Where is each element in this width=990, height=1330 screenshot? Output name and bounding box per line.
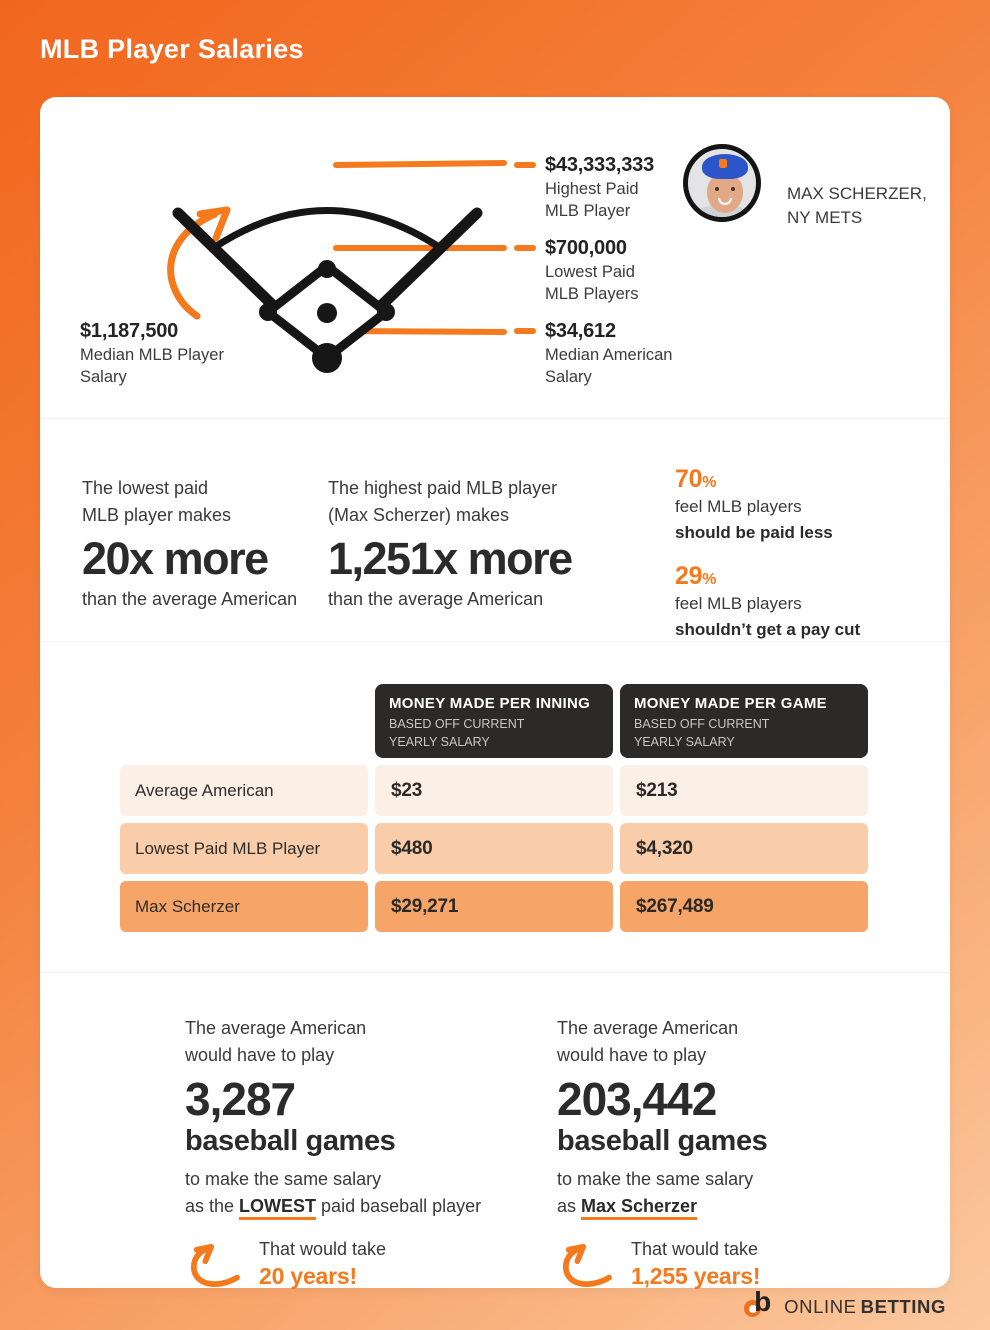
stat-intro-line: The lowest paid xyxy=(82,478,209,498)
table-header-per-inning xyxy=(375,684,613,758)
callout-label: Median American xyxy=(545,346,673,364)
stat-big-value: 20x more xyxy=(82,533,268,584)
games-needed-scherzer xyxy=(557,1015,767,1291)
table-row-label: Lowest Paid MLB Player xyxy=(120,823,368,874)
callout-label: Salary xyxy=(80,367,127,386)
section-divider xyxy=(40,418,950,419)
callout-lowest-paid xyxy=(545,237,639,306)
player-name xyxy=(787,182,927,230)
player-name-line1: MAX SCHERZER, xyxy=(787,184,927,203)
stat-intro-line: MLB player makes xyxy=(82,505,232,525)
percent-sign: % xyxy=(702,571,717,588)
callout-median-american xyxy=(545,320,672,389)
poll-text: feel MLB players xyxy=(675,497,802,516)
bottom-outro-line: as Max Scherzer xyxy=(557,1193,767,1221)
stat-outro: than the average American xyxy=(328,589,544,610)
bottom-outro-line: to make the same salary xyxy=(185,1168,382,1189)
salary-table xyxy=(120,684,868,932)
stat-outro: than the average American xyxy=(82,589,298,610)
emphasized-underlined-word: Max Scherzer xyxy=(581,1196,697,1220)
curved-arrow-icon xyxy=(557,1243,615,1291)
callout-label: MLB Player xyxy=(545,201,631,220)
callout-value: $43,333,333 xyxy=(545,154,655,176)
section-divider xyxy=(40,641,950,642)
table-header-sub: BASED OFF CURRENT xyxy=(634,717,770,731)
callout-highest-paid xyxy=(545,154,654,223)
poll-item-paid-less xyxy=(675,465,860,545)
callout-label: MLB Players xyxy=(545,284,639,303)
table-header-sub: BASED OFF CURRENT xyxy=(389,717,525,731)
bottom-intro-line: The average American xyxy=(185,1018,367,1038)
poll-text: feel MLB players xyxy=(675,594,802,613)
brand-name-regular: ONLINE xyxy=(784,1296,857,1317)
bottom-intro-line: The average American xyxy=(557,1018,739,1038)
take-text: That would take xyxy=(631,1239,759,1260)
games-needed-lowest xyxy=(185,1015,481,1291)
poll-percentage: 70 xyxy=(675,465,703,493)
emphasized-underlined-word: LOWEST xyxy=(239,1196,316,1220)
table-header-sub: YEARLY SALARY xyxy=(634,735,735,750)
stat-highest-multiplier xyxy=(328,475,572,610)
take-text: That would take xyxy=(259,1239,387,1260)
stat-lowest-multiplier xyxy=(82,475,297,610)
curved-arrow-icon xyxy=(185,1243,243,1291)
page-title: MLB Player Salaries xyxy=(40,34,304,64)
poll-text-bold: should be paid less xyxy=(675,522,833,542)
callout-label: Highest Paid xyxy=(545,180,639,198)
table-cell-inning: $480 xyxy=(375,823,613,874)
bottom-intro-line: would have to play xyxy=(557,1045,707,1065)
table-row-label: Max Scherzer xyxy=(120,881,368,932)
callout-median-mlb xyxy=(80,320,224,389)
ny-logo-shape xyxy=(719,159,727,168)
infographic-card xyxy=(40,97,950,1288)
take-years: 20 years! xyxy=(259,1263,357,1290)
table-corner-empty xyxy=(120,684,368,758)
take-years: 1,255 years! xyxy=(631,1263,761,1290)
brand-footer xyxy=(744,1294,946,1320)
games-count: 3,287 xyxy=(185,1073,296,1125)
stat-big-value: 1,251x more xyxy=(328,533,572,584)
poll-percentage: 29 xyxy=(675,562,703,590)
table-row-label: Average American xyxy=(120,765,368,816)
table-header-per-game xyxy=(620,684,868,758)
poll-results xyxy=(675,465,860,659)
table-cell-inning: $29,271 xyxy=(375,881,613,932)
callout-label: Lowest Paid xyxy=(545,263,635,281)
bottom-outro-line: as the LOWEST paid baseball player xyxy=(185,1193,481,1221)
games-count-label: baseball games xyxy=(185,1124,396,1157)
table-cell-inning: $23 xyxy=(375,765,613,816)
stat-intro-line: (Max Scherzer) makes xyxy=(328,505,510,525)
bottom-intro-line: would have to play xyxy=(185,1045,335,1065)
section-divider xyxy=(40,972,950,973)
percent-sign: % xyxy=(702,474,717,491)
callout-value: $34,612 xyxy=(545,320,616,342)
onlinebetting-logo-icon xyxy=(744,1294,776,1320)
table-cell-game: $267,489 xyxy=(620,881,868,932)
stat-intro-line: The highest paid MLB player xyxy=(328,478,558,498)
player-name-line2: NY METS xyxy=(787,207,863,227)
brand-name-bold: BETTING xyxy=(860,1296,946,1317)
callout-value: $1,187,500 xyxy=(80,320,179,342)
table-cell-game: $4,320 xyxy=(620,823,868,874)
games-count-label: baseball games xyxy=(557,1124,768,1157)
max-scherzer-photo xyxy=(683,144,761,222)
games-count: 203,442 xyxy=(557,1073,717,1125)
poll-text-bold: shouldn’t get a pay cut xyxy=(675,619,861,639)
callout-label: Salary xyxy=(545,367,592,386)
table-header-sub: YEARLY SALARY xyxy=(389,735,490,750)
callout-label: Median MLB Player xyxy=(80,346,224,364)
poll-item-no-pay-cut xyxy=(675,562,860,642)
table-header-title: MONEY MADE PER INNING xyxy=(389,695,591,712)
photo-face-shape xyxy=(707,173,743,213)
table-header-title: MONEY MADE PER GAME xyxy=(634,695,827,712)
bottom-outro-line: to make the same salary xyxy=(557,1168,754,1189)
table-cell-game: $213 xyxy=(620,765,868,816)
callout-value: $700,000 xyxy=(545,237,627,259)
